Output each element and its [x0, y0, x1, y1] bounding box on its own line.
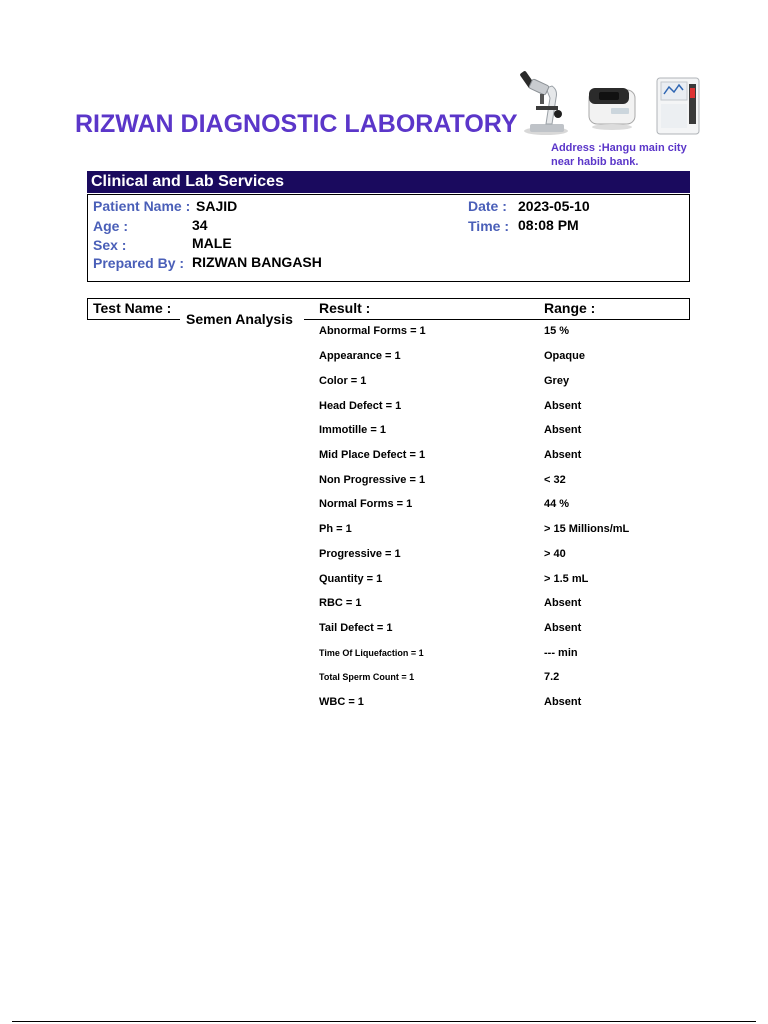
range-item: 7.2: [544, 671, 560, 683]
age-value: 34: [192, 217, 208, 233]
test-name-label: Test Name :: [93, 300, 172, 316]
result-item: RBC = 1: [319, 597, 362, 609]
prepared-by-value: RIZWAN BANGASH: [192, 254, 322, 270]
result-item: Color = 1: [319, 375, 367, 387]
result-item: Time Of Liquefaction = 1: [319, 648, 424, 658]
range-item: > 1.5 mL: [544, 573, 589, 585]
range-item: < 32: [544, 474, 566, 486]
range-item: Grey: [544, 375, 570, 387]
range-item: 44 %: [544, 498, 570, 510]
microscope-icon: [516, 68, 578, 138]
sex-value: MALE: [192, 235, 232, 251]
result-item: Tail Defect = 1: [319, 622, 393, 634]
age-label: Age :: [93, 218, 128, 234]
sex-label: Sex :: [93, 237, 127, 253]
range-item: Absent: [544, 400, 582, 412]
range-item: Absent: [544, 622, 582, 634]
range-item: > 40: [544, 548, 566, 560]
range-item: 15 %: [544, 325, 570, 337]
lab-machine-icon: [653, 74, 703, 138]
result-item: Quantity = 1: [319, 573, 383, 585]
services-header: Clinical and Lab Services: [87, 171, 690, 193]
time-label: Time :: [468, 218, 509, 234]
patient-name-label: Patient Name :: [93, 198, 191, 214]
result-item: Mid Place Defect = 1: [319, 449, 426, 461]
lab-address: Address :Hangu main city near habib bank.: [551, 142, 687, 168]
result-item: Non Progressive = 1: [319, 474, 426, 486]
range-item: Opaque: [544, 350, 585, 362]
test-name-value: Semen Analysis: [180, 311, 304, 329]
test-header-box: [87, 298, 690, 320]
date-value: 2023-05-10: [518, 198, 590, 214]
range-item: --- min: [544, 647, 578, 659]
result-item: Head Defect = 1: [319, 400, 402, 412]
result-item: Progressive = 1: [319, 548, 401, 560]
prepared-by-label: Prepared By :: [93, 255, 185, 271]
date-label: Date :: [468, 198, 507, 214]
range-label: Range :: [544, 300, 596, 316]
range-item: Absent: [544, 597, 582, 609]
result-item: Total Sperm Count = 1: [319, 672, 415, 682]
result-item: Immotille = 1: [319, 424, 386, 436]
range-item: Absent: [544, 696, 582, 708]
patient-name-value: SAJID: [196, 198, 238, 214]
result-item: Normal Forms = 1: [319, 498, 413, 510]
result-item: Ph = 1: [319, 523, 352, 535]
result-item: Appearance = 1: [319, 350, 401, 362]
analyzer-icon: [585, 80, 641, 132]
time-value: 08:08 PM: [518, 217, 579, 233]
result-item: WBC = 1: [319, 696, 364, 708]
result-label: Result :: [319, 300, 371, 316]
lab-title: RIZWAN DIAGNOSTIC LABORATORY: [75, 110, 518, 138]
range-item: > 15 Millions/mL: [544, 523, 630, 535]
range-item: Absent: [544, 449, 582, 461]
range-item: Absent: [544, 424, 582, 436]
page-divider: [12, 1021, 756, 1022]
result-item: Abnormal Forms = 1: [319, 325, 426, 337]
